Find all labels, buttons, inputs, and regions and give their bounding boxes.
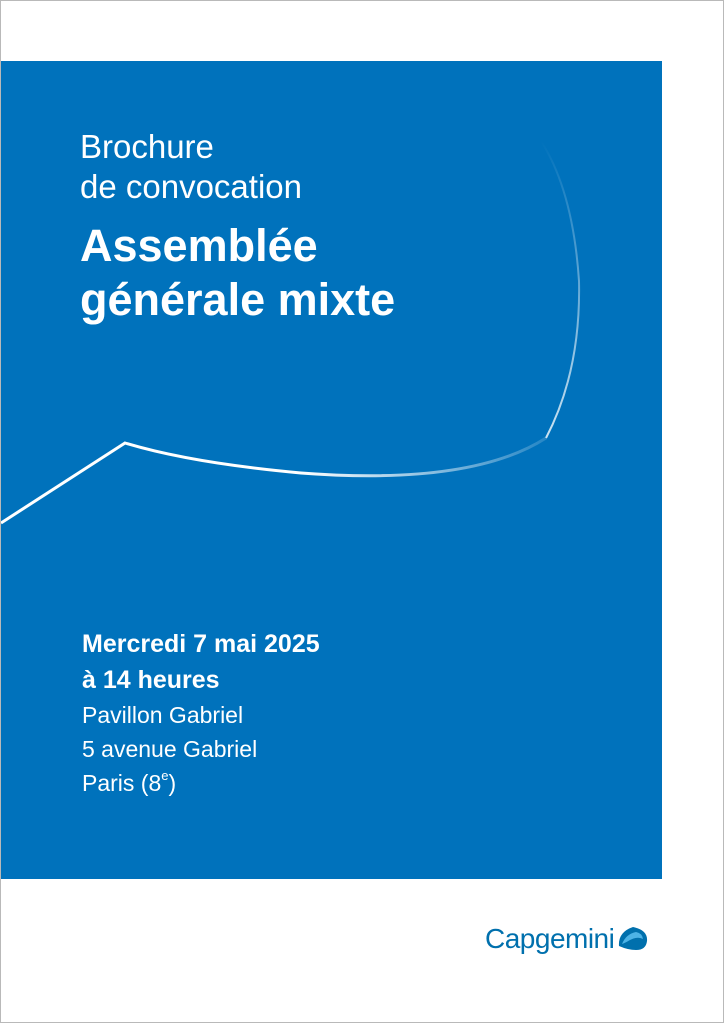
event-city-prefix: Paris (8	[82, 770, 162, 796]
event-city	[82, 766, 320, 800]
event-details	[82, 626, 320, 800]
event-city-superscript: e	[161, 768, 169, 784]
title-line-2: générale mixte	[80, 274, 396, 325]
cover-blue-panel	[1, 61, 662, 879]
event-date: Mercredi 7 mai 2025	[82, 630, 320, 658]
event-time: à 14 heures	[82, 666, 220, 694]
spade-logo-icon	[616, 924, 650, 954]
subtitle-line-2: de convocation	[80, 168, 302, 205]
event-venue: Pavillon Gabriel	[82, 702, 244, 728]
subtitle-line-1: Brochure	[80, 128, 214, 165]
title-line-1: Assemblée	[80, 220, 318, 271]
capgemini-logo	[485, 923, 650, 955]
event-street: 5 avenue Gabriel	[82, 736, 258, 762]
brochure-title	[80, 219, 395, 327]
brochure-subtitle	[80, 127, 302, 207]
logo-wordmark: Capgemini	[485, 923, 615, 954]
event-city-suffix: )	[168, 770, 177, 796]
